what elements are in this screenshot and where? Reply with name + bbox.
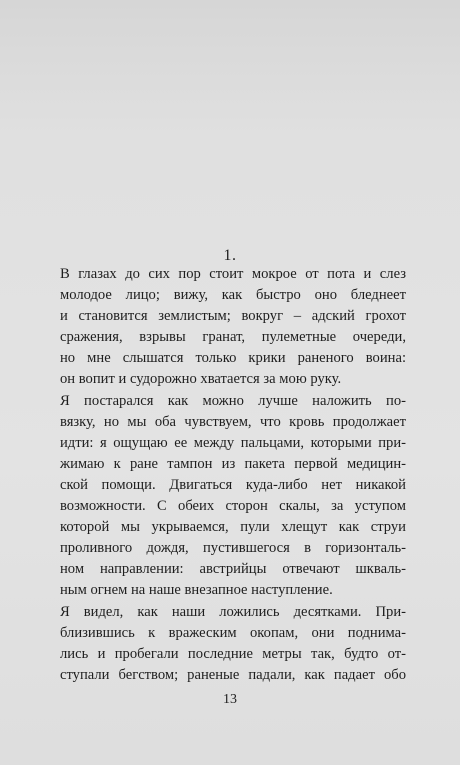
text-line: но мне слышатся только крики раненого воина:	[60, 350, 406, 367]
text-line: он вопит и судорожно хватается за мою руку.	[60, 371, 342, 388]
paragraph-3	[60, 602, 406, 686]
paragraph-1	[60, 264, 406, 391]
chapter-number: 1.	[223, 247, 237, 264]
text-line: возможности. С обеих сторон скалы, за уступом	[60, 498, 406, 515]
text-line: проливного дождя, пустившегося в горизонталь-	[60, 540, 406, 557]
body-text	[60, 264, 406, 686]
text-line: Я видел, как наши ложились десятками. При-	[60, 603, 406, 620]
text-line: ской помощи. Двигаться куда-либо нет никакой	[60, 476, 406, 493]
page-number: 13	[223, 692, 237, 707]
paragraph-2	[60, 391, 406, 602]
text-line: вязку, но мы оба чувствуем, что кровь продолжает	[60, 413, 406, 430]
text-line: и становится землистым; вокруг – адский грохот	[60, 308, 406, 325]
text-line: сражения, взрывы гранат, пулеметные очереди,	[60, 329, 406, 346]
text-line: ступали бегством; раненые падали, как падает обо	[60, 666, 406, 683]
text-line: близившись к вражеским окопам, они поднима-	[60, 624, 406, 641]
text-line: ным огнем на наше внезапное наступление.	[60, 582, 333, 599]
text-line: которой мы укрываемся, пули хлещут как струи	[60, 519, 406, 536]
text-line: В глазах до сих пор стоит мокрое от пота и слез	[60, 266, 406, 282]
text-line: жимаю к ране тампон из пакета первой медицин-	[60, 455, 406, 472]
text-line: ном направлении: австрийцы отвечают шкваль-	[60, 561, 406, 578]
text-line: идти: я ощущаю ее между пальцами, которыми при-	[60, 434, 406, 451]
text-line: Я постарался как можно лучше наложить по-	[60, 392, 406, 409]
text-line: молодое лицо; вижу, как быстро оно бледнеет	[60, 287, 406, 304]
text-line: лись и пробегали последние метры так, будто от-	[60, 645, 406, 662]
